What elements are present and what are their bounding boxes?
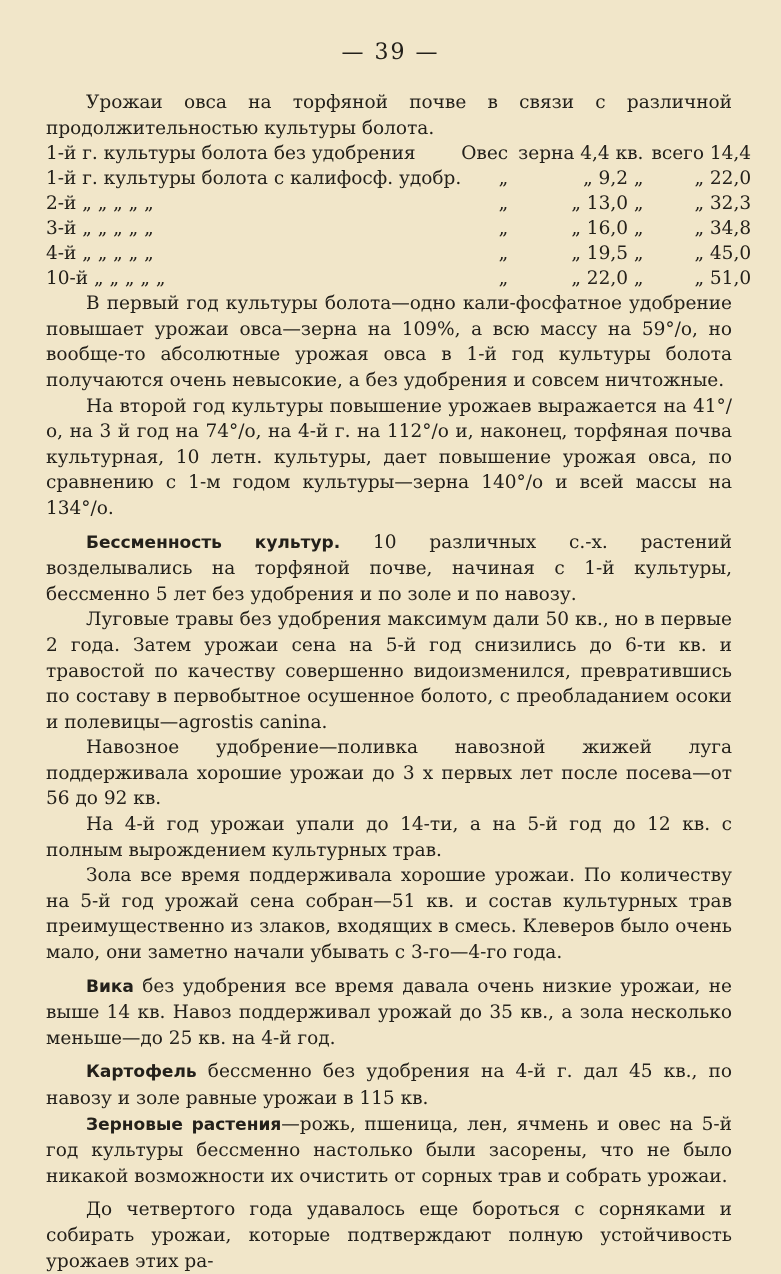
paragraph-ash: Зола все время поддерживала хорошие урожаи. По количеству на 5-й год урожай сена собран—51 кв. и состав культурных трав преимущественно из злаков, входящих в смесь. Клеверов было очень мало, они заметно начали убывать с 3-го—4-го года. — [46, 865, 732, 964]
row-crop: „ — [498, 193, 509, 215]
table-row — [46, 166, 751, 191]
row-label: 1-й г. культуры болота без удобрения — [46, 143, 416, 165]
row-total: „ 34,8 — [694, 218, 752, 240]
row-grain: „ 16,0 „ — [571, 218, 644, 240]
paragraph-meadow-grasses: Луговые травы без удобрения максимум дали 50 кв., но в первые 2 года. Затем урожаи сена на 5-й год снизились до 6-ти кв. и травостой по качеству совершенно видоизменился, превратившись по составу в первобытное осушенное болото, с преобладанием осоки и полевицы—agrostis canina. — [46, 609, 732, 733]
paragraph-first-year: В первый год культуры болота—одно кали-фосфатное удобрение повышает урожаи овса—зерна на 109%, а всю массу на 59°/о, но вообще-то абсолютные урожая овса в 1-й год культуры болота получаются очень невысокие, а без удобрения и совсем ничтожные. — [46, 293, 732, 391]
table-row — [46, 141, 751, 166]
row-total: всего 14,4 — [651, 143, 752, 165]
paragraph-text: бессменно без удобрения на 4-й г. дал 45 кв., по навозу и золе равные урожаи в 115 кв. — [46, 1061, 732, 1109]
row-grain: „ 13,0 „ — [571, 193, 644, 215]
row-crop: „ — [498, 218, 509, 240]
section-heading: Бессменность культур. — [86, 532, 341, 553]
row-crop: Овес — [461, 143, 509, 165]
oat-yield-table — [46, 141, 751, 291]
row-grain: „ 22,0 „ — [571, 268, 644, 290]
row-total: „ 45,0 — [694, 243, 752, 265]
intro-paragraph: Урожаи овса на торфяной почве в связи с различной продолжительностью культуры болота. — [46, 92, 732, 139]
row-label: 3-й „ „ „ „ „ — [46, 218, 154, 240]
section-heading: Картофель — [86, 1062, 197, 1083]
row-crop: „ — [498, 268, 509, 290]
row-crop: „ — [498, 243, 509, 265]
row-label: 10-й „ „ „ „ „ — [46, 268, 166, 290]
row-total: „ 32,3 — [694, 193, 752, 215]
table-row — [46, 241, 751, 266]
row-label: 4-й „ „ „ „ „ — [46, 243, 154, 265]
paragraph-continuous-cropping — [46, 530, 732, 608]
paragraph-text: —рожь, пшеница, лен, ячмень и овес на 5-й год культуры бессменно настолько были засорены, что не было никакой возможности их очистить от сорных трав и собрать урожаи. — [46, 1113, 732, 1187]
table-row — [46, 191, 751, 216]
paragraph-text: 10 различных с.-х. растений возделывались на торфяной почве, начиная с 1-й культуры, бессменно 5 лет без удобрения и по золе и по навозу. — [46, 531, 732, 605]
row-total: „ 22,0 — [694, 168, 752, 190]
row-crop: „ — [498, 168, 509, 190]
section-heading: Вика — [86, 976, 134, 997]
paragraph-year-four: На 4-й год урожаи упали до 14-ти, а на 5-й год до 12 кв. с полным вырождением культурных трав. — [46, 814, 732, 861]
paragraph-potato — [46, 1059, 732, 1111]
paragraph-second-year: На второй год культуры повышение урожаев выражается на 41°/о, на 3 й год на 74°/о, на 4-й г. на 112°/о и, наконец, торфяная почва культурная, 10 летн. культуры, дает повышение урожая овса, по сравнению с 1-м годом культуры—зерна 140°/о и всей массы на 134°/о. — [46, 395, 732, 519]
row-total: „ 51,0 — [694, 268, 752, 290]
page-body — [46, 90, 752, 1274]
section-heading: Зерновые растения — [86, 1114, 282, 1135]
paragraph-fourth-year: До четвертого года удавалось еще бороться с сорняками и собирать урожаи, которые подтверждают полную устойчивость урожаев этих ра- — [46, 1199, 732, 1272]
row-label: 2-й „ „ „ „ „ — [46, 193, 154, 215]
paragraph-manure: Навозное удобрение—поливка навозной жижей луга поддерживала хорошие урожаи до 3 х первых лет после посева—от 56 до 92 кв. — [46, 737, 732, 810]
row-grain: зерна 4,4 кв. — [518, 143, 644, 165]
row-grain: „ 19,5 „ — [571, 243, 644, 265]
row-grain: „ 9,2 „ — [583, 168, 644, 190]
row-label: 1-й г. культуры болота с калифосф. удобр. — [46, 168, 462, 190]
page-number: — 39 — — [341, 40, 440, 65]
paragraph-grain-crops — [46, 1112, 732, 1190]
paragraph-vetch — [46, 974, 732, 1052]
table-row — [46, 266, 751, 291]
table-row — [46, 216, 751, 241]
paragraph-text: без удобрения все время давала очень низкие урожаи, не выше 14 кв. Навоз поддерживал урожай до 35 кв., а зола несколько меньше—до 25 кв. на 4-й год. — [46, 975, 732, 1049]
